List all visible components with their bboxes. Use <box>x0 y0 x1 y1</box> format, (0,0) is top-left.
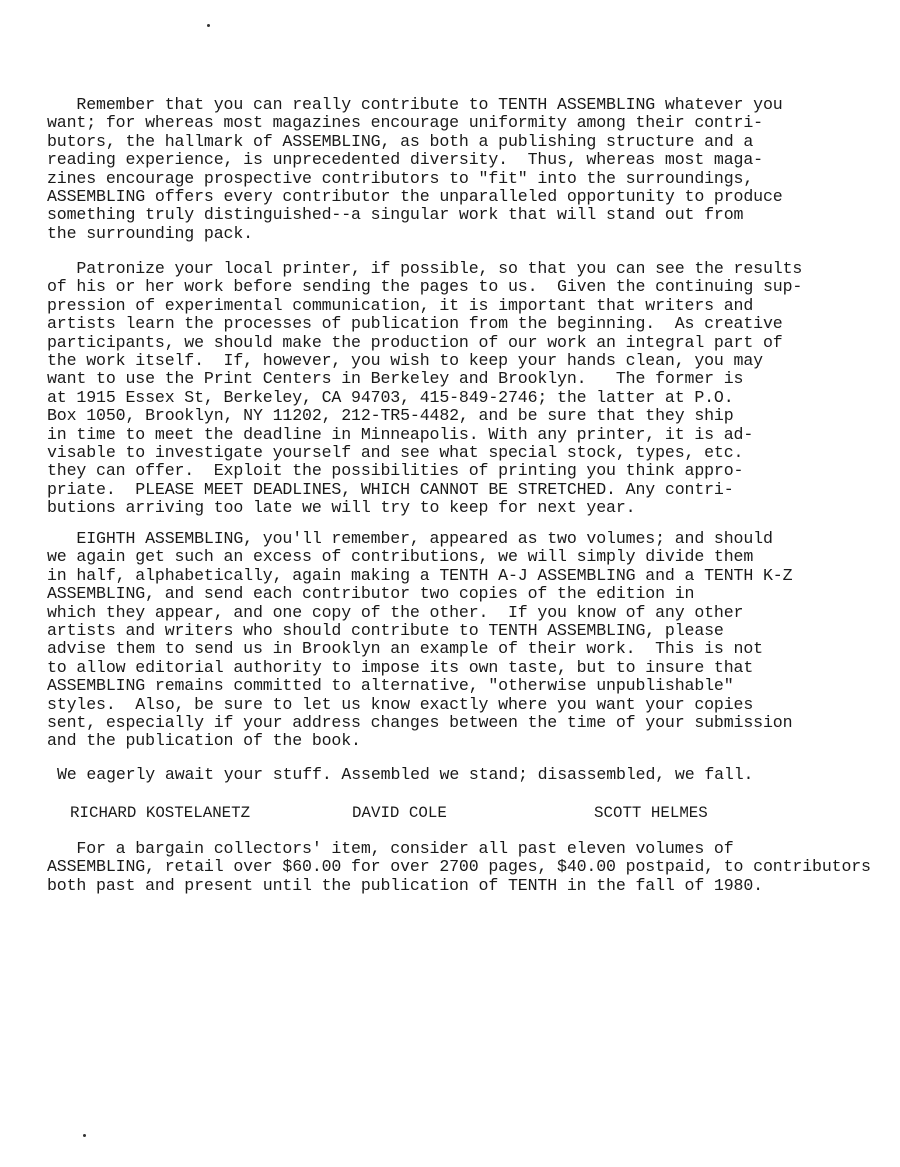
signature-richard-kostelanetz: RICHARD KOSTELANETZ <box>70 804 251 822</box>
paragraph-contribute: Remember that you can really contribute to TENTH ASSEMBLING whatever you want; for whereas most magazines encourage uniformity among their contri- butors, the hallmark of ASSEMBLING, as both a publishing structure and a reading experience, is unprecedented diversity. Thus, whereas most maga- zines encourage prospective contributors to "fit" into the surroundings, ASSEMBLING offers every contributor the unparalleled opportunity to produce something truly distinguished--a singular work that will stand out from the surrounding pack. <box>47 95 783 243</box>
paragraph-bargain-offer: For a bargain collectors' item, consider all past eleven volumes of ASSEMBLING, retail over $60.00 for over 2700 pages, $40.00 postpaid, to contributors both past and present until the publication of TENTH in the fall of 1980. <box>47 839 871 895</box>
paper-speck <box>207 24 210 27</box>
paragraph-eighth-assembling: EIGHTH ASSEMBLING, you'll remember, appeared as two volumes; and should we again get such an excess of contributions, we will simply divide them in half, alphabetically, again making a TENTH A-J ASSEMBLING and a TENTH K-Z ASSEMBLING, and send each contributor two copies of the edition in which they appear, and one copy of the other. If you know of any other artists and writers who should contribute to TENTH ASSEMBLING, please advise them to send us in Brooklyn an example of their work. This is not to allow editorial authority to impose its own taste, but to insure that ASSEMBLING remains committed to alternative, "otherwise unpublishable" styles. Also, be sure to let us know exactly where you want your copies sent, especially if your address changes between the time of your submission and the publication of the book. <box>47 529 793 751</box>
signature-david-cole: DAVID COLE <box>352 804 447 822</box>
signature-scott-helmes: SCOTT HELMES <box>594 804 708 822</box>
paragraph-printer: Patronize your local printer, if possible, so that you can see the results of his or her work before sending the pages to us. Given the continuing sup- pression of experimental communication, it is important that writers and artists learn the processes of publication from the beginning. As creative participants, we should make the production of our work an integral part of the work itself. If, however, you wish to keep your hands clean, you may want to use the Print Centers in Berkeley and Brooklyn. The former is at 1915 Essex St, Berkeley, CA 94703, 415-849-2746; the latter at P.O. Box 1050, Brooklyn, NY 11202, 212-TR5-4482, and be sure that they ship in time to meet the deadline in Minneapolis. With any printer, it is ad- visable to investigate yourself and see what special stock, types, etc. they can offer. Exploit the possibilities of printing you think appro- priate. PLEASE MEET DEADLINES, WHICH CANNOT BE STRETCHED. Any contri- butions arriving too late we will try to keep for next year. <box>47 259 803 518</box>
paragraph-closing: We eagerly await your stuff. Assembled we stand; disassembled, we fall. <box>57 765 754 784</box>
paper-speck <box>83 1134 86 1137</box>
